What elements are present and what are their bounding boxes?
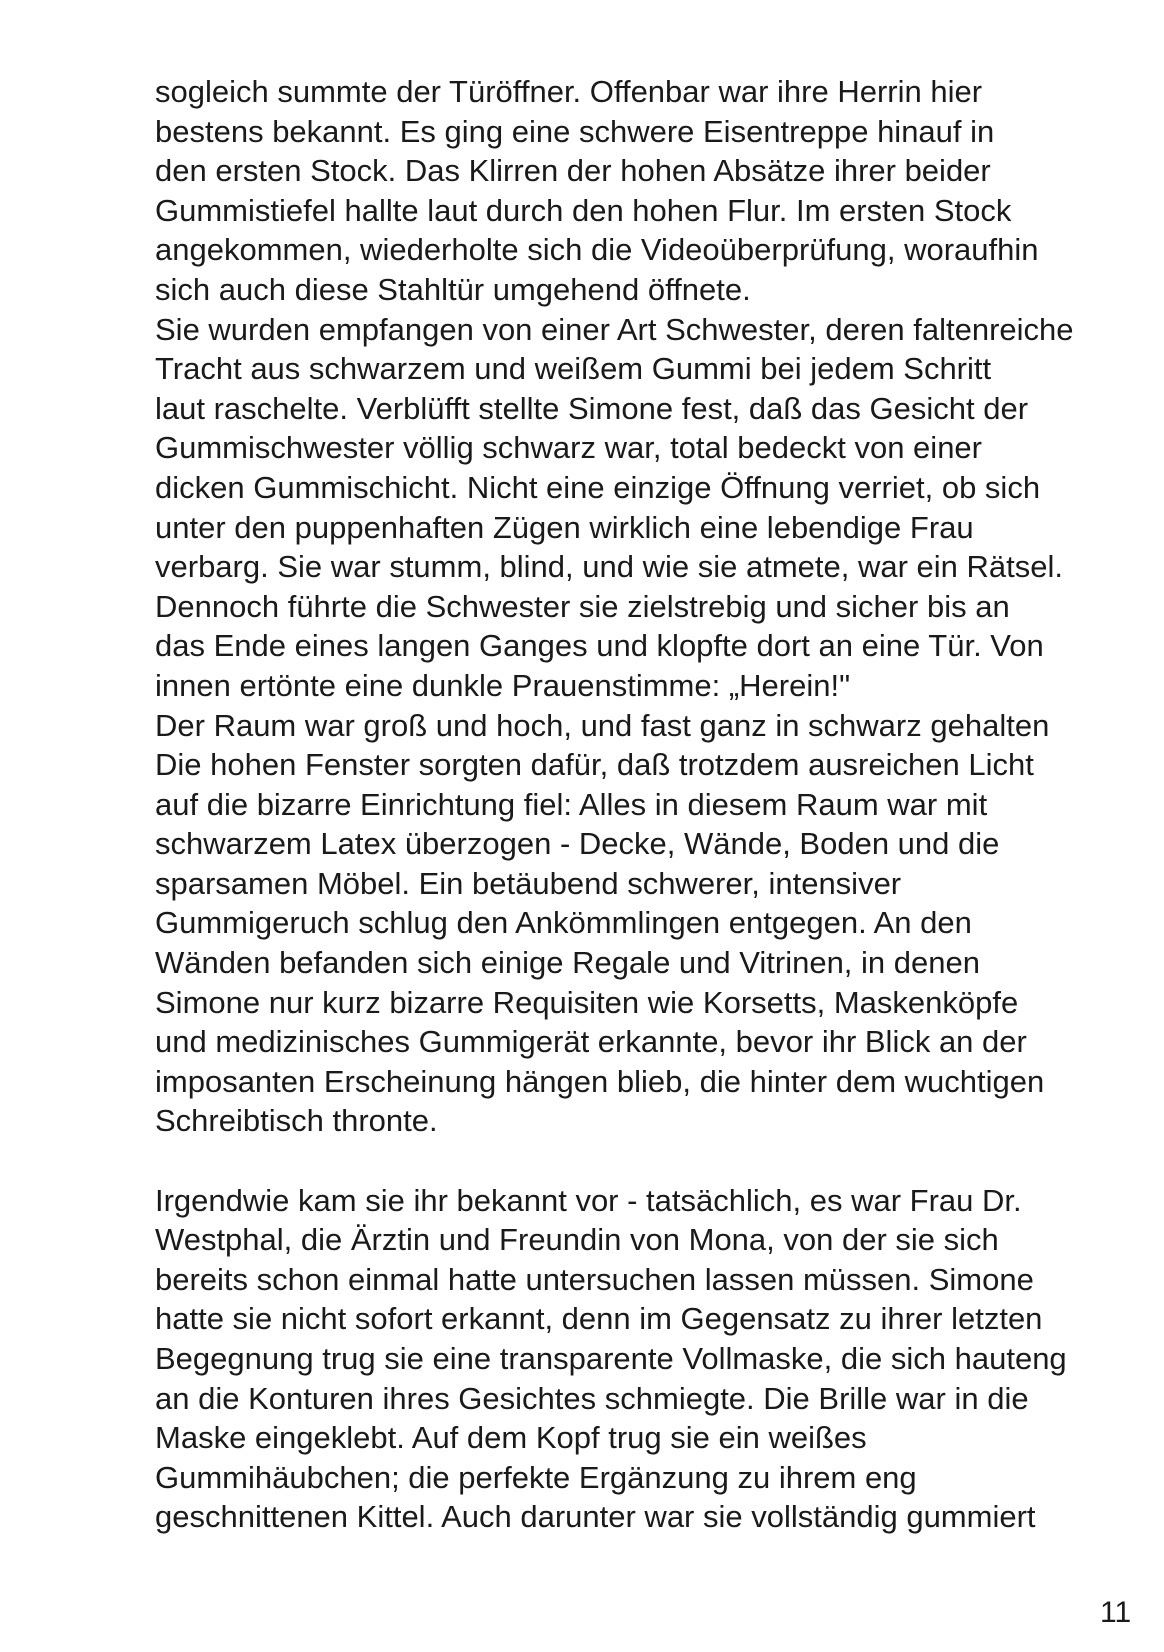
- text-line: bereits schon einmal hatte untersuchen lassen müssen. Simone: [155, 1261, 1034, 1297]
- text-line: Die hohen Fenster sorgten dafür, daß trotzdem ausreichen Licht: [155, 747, 1034, 783]
- text-line: Gummigeruch schlug den Ankömmlingen entgegen. An den: [155, 905, 972, 941]
- text-line: Sie wurden empfangen von einer Art Schwester, deren faltenreiche: [155, 311, 1074, 347]
- text-line: Der Raum war groß und hoch, und fast ganz in schwarz gehalten: [155, 707, 1050, 743]
- text-line: bestens bekannt. Es ging eine schwere Eisentreppe hinauf in: [155, 113, 995, 149]
- paragraph-break: [155, 1141, 1095, 1181]
- text-line: geschnittenen Kittel. Auch darunter war sie vollständig gummiert: [155, 1499, 1036, 1535]
- text-line: Gummischwester völlig schwarz war, total bedeckt von einer: [155, 430, 982, 466]
- text-line: angekommen, wiederholte sich die Videoüberprüfung, woraufhin: [155, 232, 1039, 268]
- text-line: innen ertönte eine dunkle Prauenstimme: „Herein!": [155, 667, 851, 703]
- text-line: Westphal, die Ärztin und Freundin von Mona, von der sie sich: [155, 1222, 999, 1258]
- text-line: Gummihäubchen; die perfekte Ergänzung zu ihrem eng: [155, 1459, 917, 1495]
- text-line: laut raschelte. Verblüfft stellte Simone fest, daß das Gesicht der: [155, 390, 1029, 426]
- text-line: Maske eingeklebt. Auf dem Kopf trug sie ein weißes: [155, 1420, 867, 1456]
- text-line: Wänden befanden sich einige Regale und Vitrinen, in denen: [155, 945, 980, 981]
- text-line: sparsamen Möbel. Ein betäubend schwerer, intensiver: [155, 865, 902, 901]
- text-line: Begegnung trug sie eine transparente Vollmaske, die sich hauteng: [155, 1341, 1067, 1376]
- page-number: 11: [1100, 1596, 1132, 1629]
- text-line: unter den puppenhaften Zügen wirklich eine lebendige Frau: [155, 509, 974, 545]
- text-line: das Ende eines langen Ganges und klopfte dort an eine Tür. Von: [155, 628, 1044, 664]
- text-line: Irgendwie kam sie ihr bekannt vor - tatsächlich, es war Frau Dr.: [155, 1182, 1022, 1218]
- text-line: Tracht aus schwarzem und weißem Gummi bei jedem Schritt: [155, 351, 992, 387]
- text-line: Simone nur kurz bizarre Requisiten wie Korsetts, Maskenköpfe: [155, 984, 1019, 1020]
- text-line: an die Konturen ihres Gesichtes schmiegte. Die Brille war in die: [155, 1380, 1029, 1416]
- text-line: sogleich summte der Türöffner. Offenbar war ihre Herrin hier: [155, 74, 983, 109]
- body-text: [155, 72, 1095, 1537]
- text-line: und medizinisches Gummigerät erkannte, bevor ihr Blick an der: [155, 1024, 1027, 1060]
- text-line: den ersten Stock. Das Klirren der hohen Absätze ihrer beider: [155, 153, 991, 189]
- text-line: auf die bizarre Einrichtung fiel: Alles in diesem Raum war mit: [155, 786, 988, 822]
- text-line: Dennoch führte die Schwester sie zielstrebig und sicher bis an: [155, 588, 1010, 624]
- text-line: sich auch diese Stahltür umgehend öffnete.: [155, 271, 751, 307]
- text-line: schwarzem Latex überzogen - Decke, Wände, Boden und die: [155, 826, 1000, 862]
- text-line: imposanten Erscheinung hängen blieb, die hinter dem wuchtigen: [155, 1063, 1045, 1099]
- text-line: Schreibtisch thronte.: [155, 1103, 438, 1139]
- text-line: hatte sie nicht sofort erkannt, denn im Gegensatz zu ihrer letzten: [155, 1301, 1043, 1337]
- text-line: dicken Gummischicht. Nicht eine einzige Öffnung verriet, ob sich: [155, 469, 1041, 505]
- text-line: Gummistiefel hallte laut durch den hohen Flur. Im ersten Stock: [155, 192, 1012, 228]
- text-line: verbarg. Sie war stumm, blind, und wie sie atmete, war ein Rätsel.: [155, 549, 1063, 585]
